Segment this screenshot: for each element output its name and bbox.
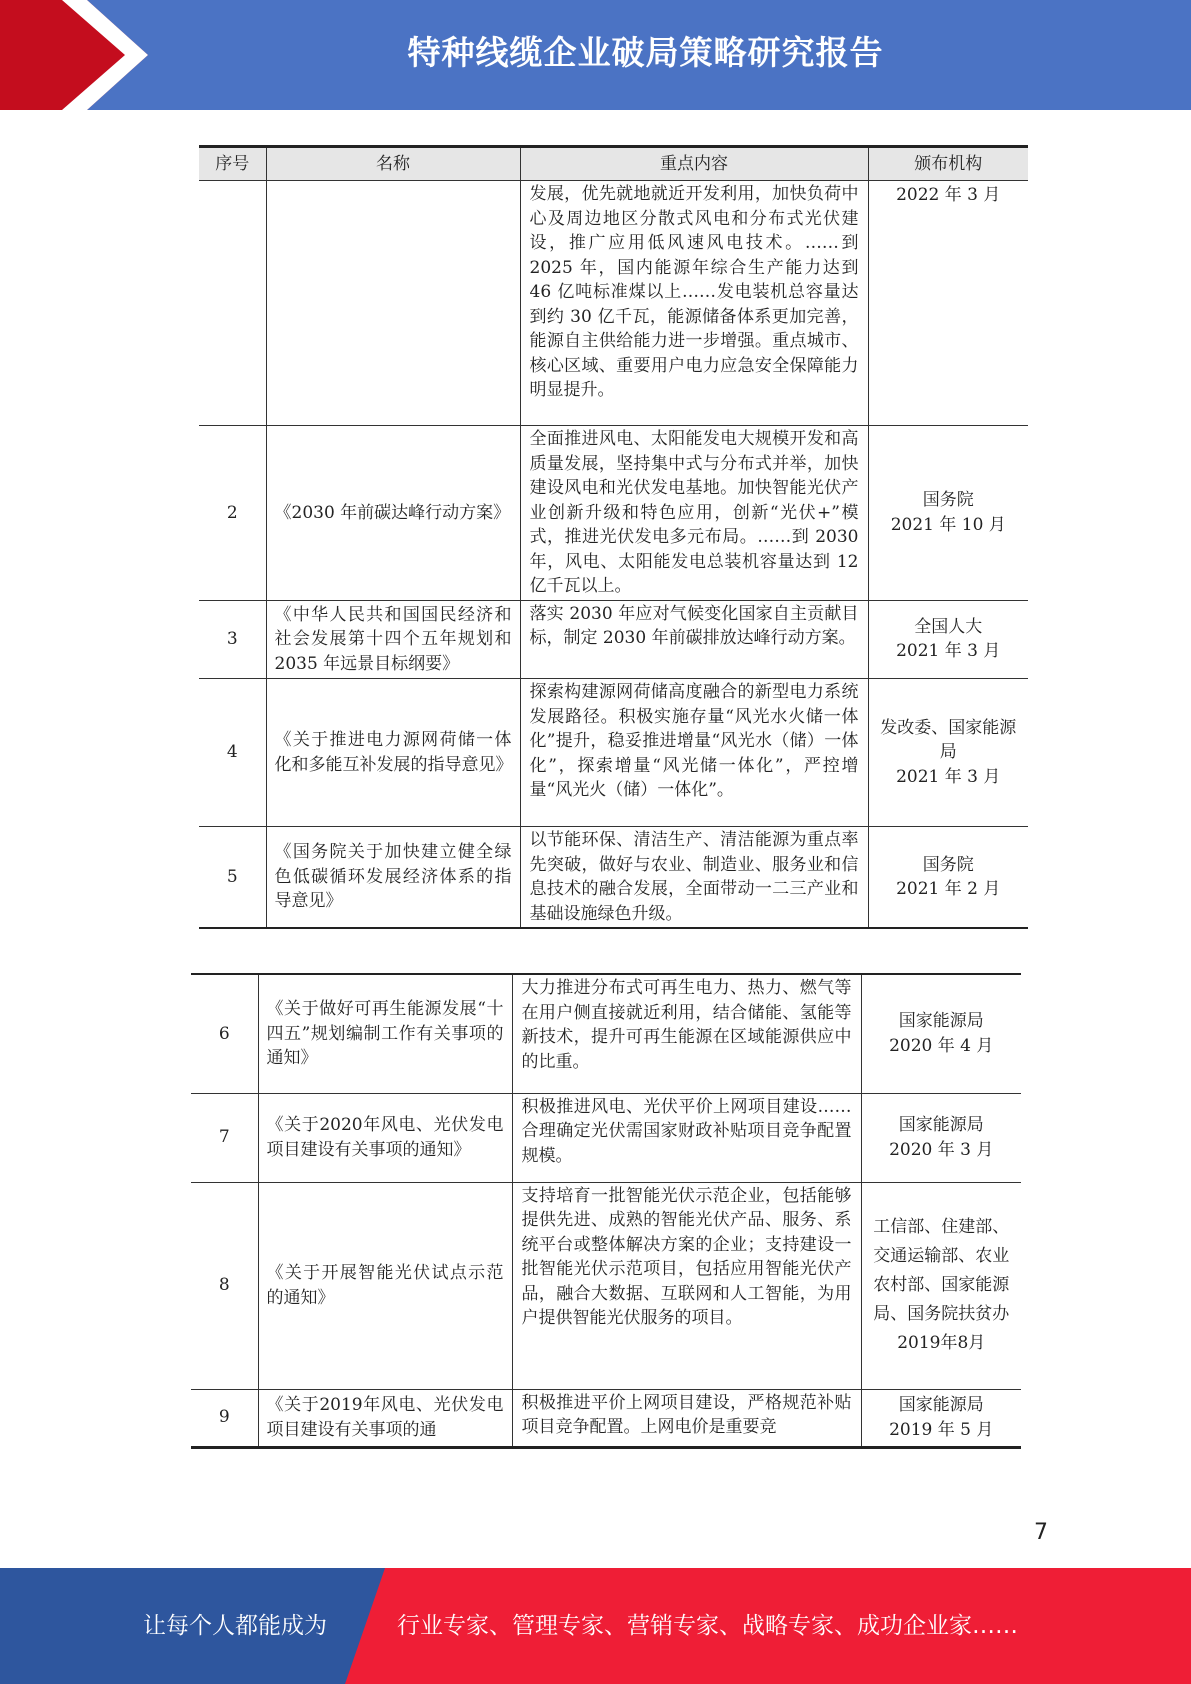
- authority-cell: 2022 年 3 月: [868, 181, 1028, 426]
- header-issuing-authority: 颁布机构: [868, 147, 1028, 181]
- name-cell: 《2030 年前碳达峰行动方案》: [266, 426, 520, 601]
- table-row: [199, 679, 1028, 827]
- table-row: [191, 1093, 1021, 1182]
- footer-slogan-right: 行业专家、管理专家、营销专家、战略专家、成功企业家……: [397, 1613, 1018, 1639]
- content-cell: 大力推进分布式可再生电力、热力、燃气等在用户侧直接就近利用，结合储能、氢能等新技术，提升可再生能源在区域能源供应中的比重。: [512, 974, 861, 1093]
- table-row: [199, 600, 1028, 679]
- policy-table-part1: [199, 145, 1028, 929]
- page-header: [0, 0, 1191, 110]
- serial-number-cell: 4: [199, 679, 266, 827]
- content-cell: 全面推进风电、太阳能发电大规模开发和高质量发展，坚持集中式与分布式并举，加快建设风电和光伏发电基地。加快智能光伏产业创新升级和特色应用，创新“光伏+”模式，推进光伏发电多元布局。……到 2030 年，风电、太阳能发电总装机容量达到 12 亿千瓦以上。: [520, 426, 868, 601]
- content-cell: 积极推进风电、光伏平价上网项目建设……合理确定光伏需国家财政补贴项目竞争配置规模。: [512, 1093, 861, 1182]
- authority-text: 国家能源局 2020 年 4 月: [889, 1011, 994, 1056]
- serial-number-cell: [199, 181, 266, 426]
- footer-slogan-left: 让每个人都能成为: [143, 1613, 327, 1639]
- page-footer: [0, 1568, 1191, 1684]
- header-serial-number: 序号: [199, 147, 266, 181]
- serial-number-cell: 3: [199, 600, 266, 679]
- table-row: [191, 974, 1021, 1093]
- authority-text: 国家能源局 2020 年 3 月: [889, 1115, 994, 1160]
- authority-cell: [861, 1182, 1021, 1389]
- authority-text: 全国人大 2021 年 3 月: [896, 616, 1001, 662]
- serial-number-cell: 2: [199, 426, 266, 601]
- content-cell: 发展，优先就地就近开发利用，加快负荷中心及周边地区分散式风电和分布式光伏建设，推广应用低风速风电技术。……到 2025 年，国内能源年综合生产能力达到 46 亿吨标准煤以上……发电装机总容量达到约 30 亿千瓦，能源储备体系更加完善，能源自主供给能力进一步增强。重点城市、核心区域、重要用户电力应急安全保障能力明显提升。: [520, 181, 868, 426]
- authority-cell: [861, 1093, 1021, 1182]
- table-row: [191, 1182, 1021, 1389]
- authority-text: 工信部、住建部、交通运输部、农业农村部、国家能源局、国务院扶贫办 2019年8月: [873, 1217, 1010, 1353]
- table-header-row: [199, 147, 1028, 181]
- authority-cell: [861, 974, 1021, 1093]
- serial-number-cell: 8: [191, 1182, 258, 1389]
- serial-number-cell: 5: [199, 827, 266, 929]
- table-row: [199, 181, 1028, 426]
- name-cell: 《关于2019年风电、光伏发电项目建设有关事项的通: [258, 1389, 512, 1447]
- header-key-content: 重点内容: [520, 147, 868, 181]
- serial-number-cell: 9: [191, 1389, 258, 1447]
- name-cell: 《关于做好可再生能源发展“十四五”规划编制工作有关事项的通知》: [258, 974, 512, 1093]
- content-cell: 支持培育一批智能光伏示范企业，包括能够提供先进、成熟的智能光伏产品、服务、系统平台或整体解决方案的企业；支持建设一批智能光伏示范项目，包括应用智能光伏产品，融合大数据、互联网和人工智能，为用户提供智能光伏服务的项目。: [512, 1182, 861, 1389]
- name-cell: 《国务院关于加快建立健全绿色低碳循环发展经济体系的指导意见》: [266, 827, 520, 929]
- content-cell: 积极推进平价上网项目建设，严格规范补贴项目竞争配置。上网电价是重要竞: [512, 1389, 861, 1447]
- serial-number-cell: 7: [191, 1093, 258, 1182]
- authority-cell: [868, 426, 1028, 601]
- authority-cell: [868, 679, 1028, 827]
- serial-number-cell: 6: [191, 974, 258, 1093]
- authority-cell: [861, 1389, 1021, 1447]
- content-cell: 以节能环保、清洁生产、清洁能源为重点率先突破，做好与农业、制造业、服务业和信息技术的融合发展，全面带动一二三产业和基础设施绿色升级。: [520, 827, 868, 929]
- name-cell: 《关于开展智能光伏试点示范的通知》: [258, 1182, 512, 1389]
- report-title: 特种线缆企业破局策略研究报告: [407, 33, 884, 72]
- authority-cell: [868, 827, 1028, 929]
- authority-text: 发改委、国家能源局 2021 年 3 月: [880, 717, 1017, 787]
- authority-text: 国务院 2021 年 10 月: [890, 490, 1006, 535]
- name-cell: 《关于推进电力源网荷储一体化和多能互补发展的指导意见》: [266, 679, 520, 827]
- policy-table-part2: [191, 973, 1021, 1449]
- page-number: 7: [1034, 1520, 1048, 1545]
- content-cell: 探索构建源网荷储高度融合的新型电力系统发展路径。积极实施存量“风光水火储一体化”提升，稳妥推进增量“风光水（储）一体化”，探索增量“风光储一体化”，严控增量“风光火（储）一体化”。: [520, 679, 868, 827]
- name-cell: 《中华人民共和国国民经济和社会发展第十四个五年规划和 2035 年远景目标纲要》: [266, 600, 520, 679]
- table-row: [199, 827, 1028, 929]
- table-row: [199, 426, 1028, 601]
- header-name: 名称: [266, 147, 520, 181]
- table-row: [191, 1389, 1021, 1447]
- content-cell: 落实 2030 年应对气候变化国家自主贡献目标，制定 2030 年前碳排放达峰行动方案。: [520, 600, 868, 679]
- name-cell: 《关于2020年风电、光伏发电项目建设有关事项的通知》: [258, 1093, 512, 1182]
- authority-text: 国家能源局 2019 年 5 月: [889, 1395, 994, 1440]
- authority-cell: [868, 600, 1028, 679]
- authority-text: 国务院 2021 年 2 月: [896, 854, 1001, 899]
- name-cell: [266, 181, 520, 426]
